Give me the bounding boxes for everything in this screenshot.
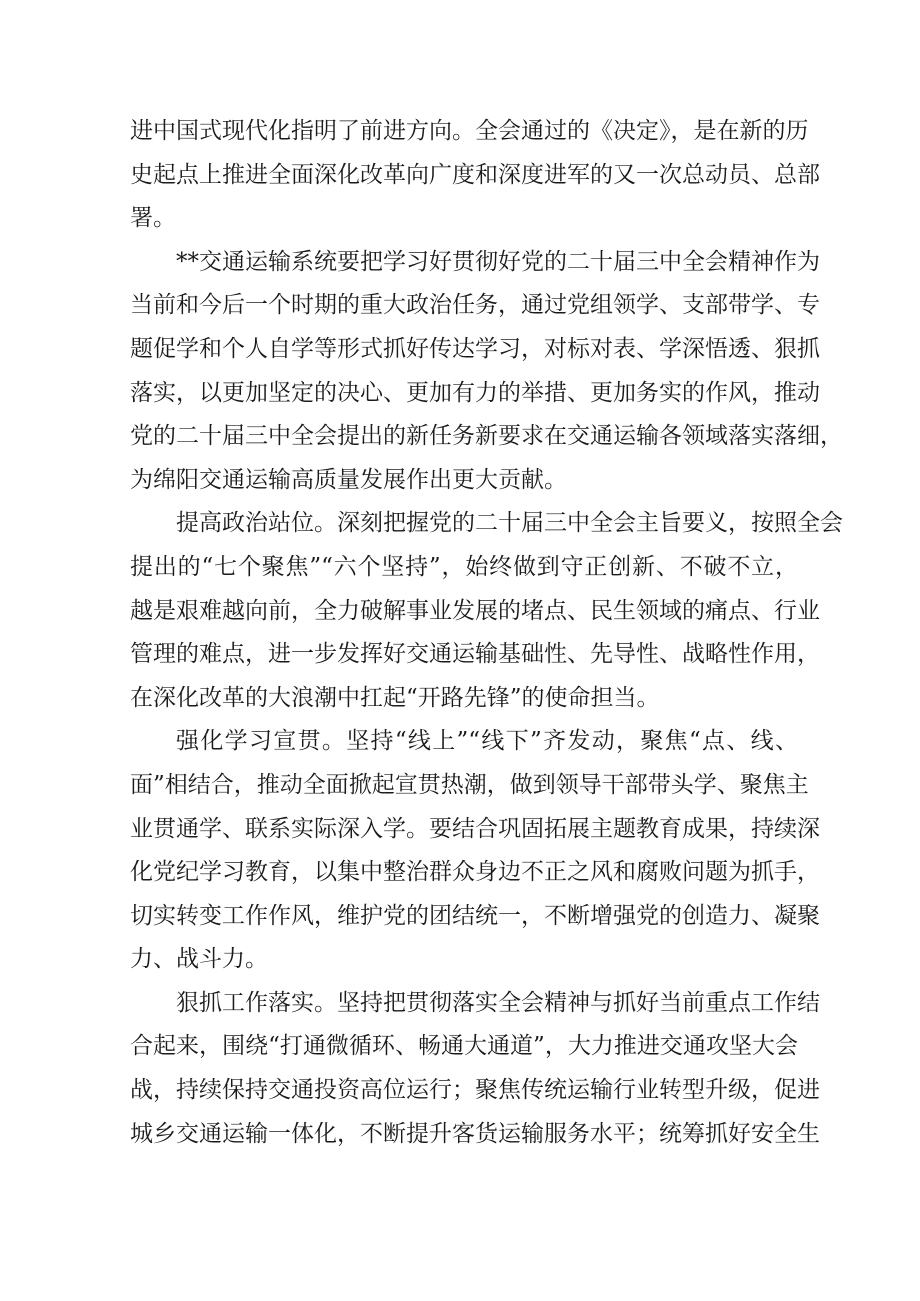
text-line: 越是艰难越向前，全力破解事业发展的堵点、民生领域的痛点、行业 bbox=[130, 597, 820, 624]
text-line: 强化学习宣贯。坚持“线上”“线下”齐发动，聚焦“点、线、 bbox=[176, 728, 798, 755]
text-line: 落实，以更加坚定的决心、更加有力的举措、更加务实的作风，推动 bbox=[130, 379, 820, 406]
text-line: 面”相结合，推动全面掀起宣贯热潮，做到领导干部带头学、聚焦主 bbox=[130, 771, 809, 798]
text-line: 题促学和个人自学等形式抓好传达学习，对标对表、学深悟透、狠抓 bbox=[130, 335, 820, 362]
text-line: 城乡交通运输一体化，不断提升客货运输服务水平；统筹抓好安全生 bbox=[130, 1120, 820, 1147]
text-line: 在深化改革的大浪潮中扛起“开路先锋”的使命担当。 bbox=[130, 684, 660, 711]
text-line: 为绵阳交通运输高质量发展作出更大贡献。 bbox=[130, 466, 567, 493]
paragraph-4 bbox=[130, 720, 820, 982]
text-line: 署。 bbox=[130, 205, 176, 232]
text-line: 提出的“七个聚焦”“六个坚持”，始终做到守正创新、不破不立， bbox=[130, 553, 798, 580]
text-line: 切实转变工作作风，维护党的团结统一，不断增强党的创造力、凝聚 bbox=[130, 902, 820, 929]
paragraph-2 bbox=[130, 241, 843, 503]
text-line: 提高政治站位。深刻把握党的二十届三中全会主旨要义，按照全会 bbox=[176, 510, 843, 537]
text-line: 狠抓工作落实。坚持把贯彻落实全会精神与抓好当前重点工作结 bbox=[176, 989, 820, 1016]
text-line: 合起来，围绕“打通微循环、畅通大通道”，大力推进交通攻坚大会 bbox=[130, 1033, 798, 1060]
text-line: 史起点上推进全面深化改革向广度和深度进军的又一次总动员、总部 bbox=[130, 161, 820, 188]
text-line: 业贯通学、联系实际深入学。要结合巩固拓展主题教育成果，持续深 bbox=[130, 815, 820, 842]
text-line: 当前和今后一个时期的重大政治任务，通过党组领学、支部带学、专 bbox=[130, 292, 820, 319]
text-line: 管理的难点，进一步发挥好交通运输基础性、先导性、战略性作用， bbox=[130, 641, 820, 668]
text-line: 党的二十届三中全会提出的新任务新要求在交通运输各领域落实落细， bbox=[130, 423, 843, 450]
text-line: 战，持续保持交通投资高位运行；聚焦传统运输行业转型升级，促进 bbox=[130, 1077, 820, 1104]
paragraph-1 bbox=[130, 110, 820, 241]
document-body bbox=[130, 110, 843, 1156]
paragraph-3 bbox=[130, 502, 843, 720]
text-line: 化党纪学习教育，以集中整治群众身边不正之风和腐败问题为抓手， bbox=[130, 859, 820, 886]
text-line: 进中国式现代化指明了前进方向。全会通过的《决定》，是在新的历 bbox=[130, 118, 809, 144]
text-line: **交通运输系统要把学习好贯彻好党的二十届三中全会精神作为 bbox=[176, 248, 820, 275]
paragraph-5 bbox=[130, 982, 820, 1156]
text-line: 力、战斗力。 bbox=[130, 946, 268, 973]
